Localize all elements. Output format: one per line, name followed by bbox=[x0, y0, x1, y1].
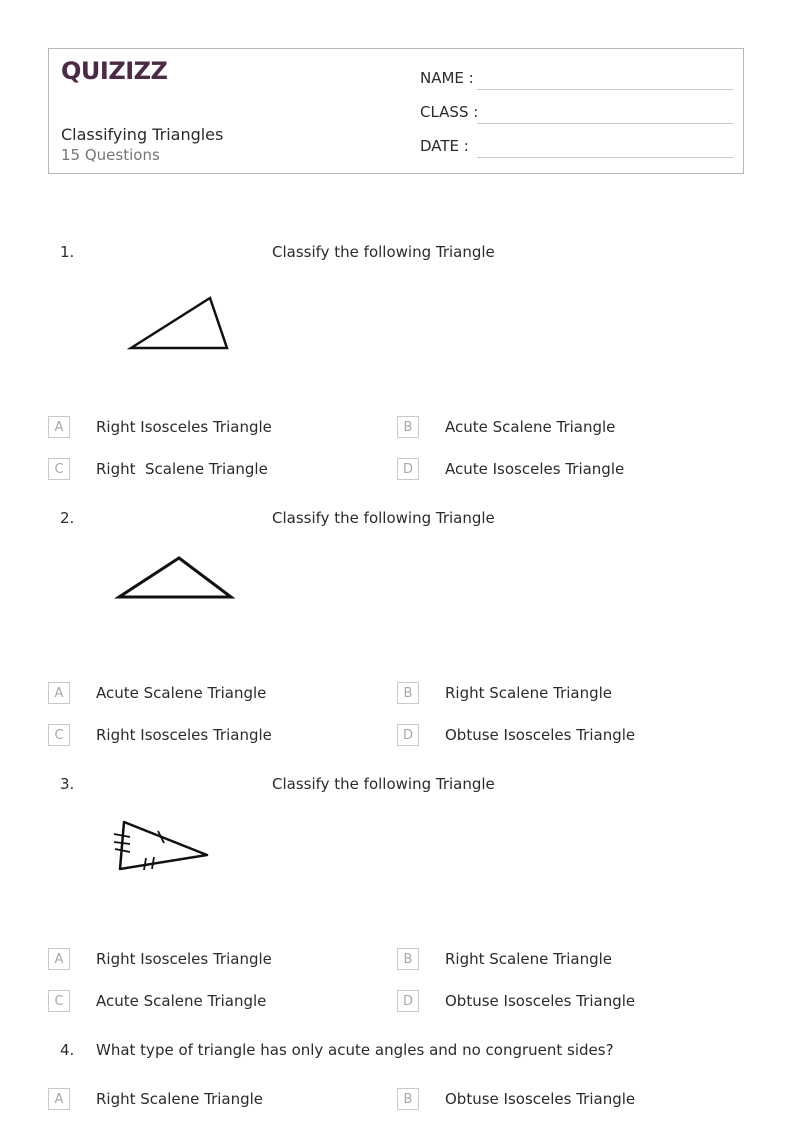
option-b-text: Right Scalene Triangle bbox=[445, 684, 613, 702]
question-text: Classify the following Triangle bbox=[272, 243, 495, 261]
option-b-text: Acute Scalene Triangle bbox=[445, 418, 616, 436]
question-text: Classify the following Triangle bbox=[272, 509, 495, 527]
name-line[interactable] bbox=[477, 89, 733, 90]
class-line[interactable] bbox=[477, 123, 733, 124]
option-a-box[interactable]: A bbox=[48, 1088, 70, 1110]
option-c-box[interactable]: C bbox=[48, 724, 70, 746]
option-a-box[interactable]: A bbox=[48, 416, 70, 438]
option-b-text: Right Scalene Triangle bbox=[445, 950, 613, 968]
option-c-text: Right Scalene Triangle bbox=[96, 460, 268, 478]
option-b-text: Obtuse Isosceles Triangle bbox=[445, 1090, 636, 1108]
option-b-box[interactable]: B bbox=[397, 682, 419, 704]
quizizz-logo: QUIZIZZ bbox=[61, 57, 168, 85]
worksheet-title: Classifying Triangles bbox=[61, 125, 224, 144]
question-number: 3. bbox=[60, 775, 75, 793]
option-c-text: Acute Scalene Triangle bbox=[96, 992, 267, 1010]
option-a-text: Right Isosceles Triangle bbox=[96, 950, 272, 968]
question-number: 2. bbox=[60, 509, 75, 527]
option-a-text: Acute Scalene Triangle bbox=[96, 684, 267, 702]
option-b-box[interactable]: B bbox=[397, 1088, 419, 1110]
option-d-text: Acute Isosceles Triangle bbox=[445, 460, 625, 478]
option-d-text: Obtuse Isosceles Triangle bbox=[445, 992, 636, 1010]
question-count: 15 Questions bbox=[61, 146, 160, 164]
name-label: NAME : bbox=[420, 69, 474, 87]
question-text: What type of triangle has only acute angles and no congruent sides? bbox=[96, 1041, 614, 1059]
option-c-box[interactable]: C bbox=[48, 990, 70, 1012]
option-c-text: Right Isosceles Triangle bbox=[96, 726, 272, 744]
question-text: Classify the following Triangle bbox=[272, 775, 495, 793]
date-line[interactable] bbox=[477, 157, 733, 158]
option-a-text: Right Scalene Triangle bbox=[96, 1090, 264, 1108]
option-a-text: Right Isosceles Triangle bbox=[96, 418, 272, 436]
triangle-figure-2 bbox=[110, 550, 240, 610]
triangle-figure-3 bbox=[108, 812, 218, 877]
question-number: 4. bbox=[60, 1041, 75, 1059]
date-label: DATE : bbox=[420, 137, 469, 155]
question-number: 1. bbox=[60, 243, 75, 261]
worksheet-header bbox=[48, 48, 744, 174]
triangle-figure-1 bbox=[120, 290, 240, 360]
option-d-box[interactable]: D bbox=[397, 458, 419, 480]
option-a-box[interactable]: A bbox=[48, 948, 70, 970]
option-c-box[interactable]: C bbox=[48, 458, 70, 480]
option-b-box[interactable]: B bbox=[397, 416, 419, 438]
option-d-box[interactable]: D bbox=[397, 990, 419, 1012]
option-d-text: Obtuse Isosceles Triangle bbox=[445, 726, 636, 744]
class-label: CLASS : bbox=[420, 103, 479, 121]
option-d-box[interactable]: D bbox=[397, 724, 419, 746]
option-b-box[interactable]: B bbox=[397, 948, 419, 970]
option-a-box[interactable]: A bbox=[48, 682, 70, 704]
